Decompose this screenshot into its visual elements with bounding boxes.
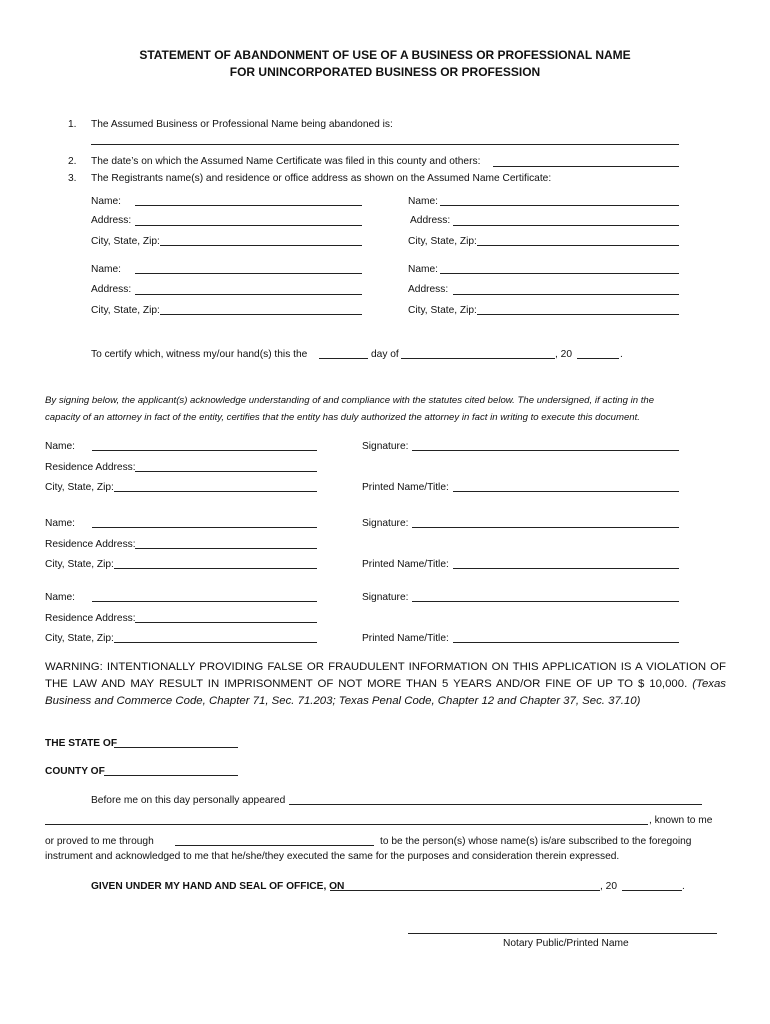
registrant-3-name-field[interactable] [135,273,362,274]
signer-2-signature-label: Signature: [362,518,409,529]
abandoned-name-field[interactable] [91,144,679,145]
registrant-2-address-field[interactable] [453,225,679,226]
signer-3-signature-label: Signature: [362,592,409,603]
signer-1-printed-label: Printed Name/Title: [362,482,449,493]
signer-3-residence-field[interactable] [135,622,317,623]
signer-1-name-field[interactable] [92,450,317,451]
signer-3-city-label: City, State, Zip: [45,633,114,644]
signer-2-name-label: Name: [45,518,76,529]
signer-3-residence-label: Residence Address: [45,613,136,624]
appeared-text: Before me on this day personally appeared [91,795,286,806]
registrant-1-city-field[interactable] [160,245,362,246]
item-3-text: The Registrants name(s) and residence or office address as shown on the Assumed Name Certificate: [91,173,552,184]
item-1-text: The Assumed Business or Professional Name being abandoned is: [91,119,393,130]
warning-text: WARNING: INTENTIONALLY PROVIDING FALSE OR FRAUDULENT INFORMATION ON THIS APPLICATION IS A VIOLATION OF THE LAW AND MAY RESULT IN IMPRISONMENT OF NOT MORE THAN 5 YEARS AND/OR FINE OF UP TO $ 10,000. [45,661,726,690]
registrant-2-city-label: City, State, Zip: [408,236,477,247]
signer-2-residence-field[interactable] [135,548,317,549]
item-3-number: 3. [68,173,77,184]
signer-1-city-field[interactable] [114,491,317,492]
registrant-2-address-label: Address: [410,215,451,226]
warning-citation: (Texas Business and Commerce Code, Chapter 71, Sec. 71.203; Texas Penal Code, Chapter 12 and Chapter 37, Sec. 37.10) [45,678,726,707]
state-field[interactable] [114,747,238,748]
signer-2-city-field[interactable] [114,568,317,569]
certify-day-field[interactable] [319,358,368,359]
registrant-1-name-label: Name: [91,196,122,207]
proof-method-field[interactable] [175,845,374,846]
proved-text: or proved to me through [45,836,154,847]
state-label: THE STATE OF [45,738,118,749]
acknowledgement-line-1: By signing below, the applicant(s) acknowledge understanding of and compliance with the statutes cited below. The undersigned, if acting in the [45,395,655,406]
certify-text-2: day of [371,349,399,360]
signer-2-printed-label: Printed Name/Title: [362,559,449,570]
registrant-1-address-field[interactable] [135,225,362,226]
signer-3-city-field[interactable] [114,642,317,643]
certify-year-field[interactable] [577,358,619,359]
proved-continuation: to be the person(s) whose name(s) is/are subscribed to the foregoing [380,836,692,847]
given-year-field[interactable] [622,890,682,891]
signer-1-residence-label: Residence Address: [45,462,136,473]
appeared-name-field-continued[interactable] [45,824,648,825]
given-date-field[interactable] [330,890,600,891]
signer-2-residence-label: Residence Address: [45,539,136,550]
certify-text-4: . [620,349,623,360]
registrant-2-name-label: Name: [408,196,439,207]
form-title-line-1: STATEMENT OF ABANDONMENT OF USE OF A BUSINESS OR PROFESSIONAL NAME [139,48,631,62]
registrant-4-address-label: Address: [408,284,449,295]
signer-3-signature-field[interactable] [412,601,679,602]
registrant-1-address-label: Address: [91,215,132,226]
signer-2-name-field[interactable] [92,527,317,528]
registrant-3-address-field[interactable] [135,294,362,295]
registrant-2-name-field[interactable] [440,205,679,206]
signer-3-name-label: Name: [45,592,76,603]
item-2-text: The date’s on which the Assumed Name Certificate was filed in this county and others: [91,156,481,167]
signer-1-city-label: City, State, Zip: [45,482,114,493]
given-end: . [682,881,685,892]
signer-1-printed-field[interactable] [453,491,679,492]
acknowledgement-line-2: capacity of an attorney in fact of the entity, certifies that the entity has duly authorized the attorney in fact in writing to execute this document. [45,412,640,423]
signer-3-printed-label: Printed Name/Title: [362,633,449,644]
given-text: GIVEN UNDER MY HAND AND SEAL OF OFFICE, ON [91,881,345,892]
registrant-4-name-label: Name: [408,264,439,275]
given-year-text: , 20 [600,881,617,892]
registrant-2-city-field[interactable] [477,245,679,246]
filing-dates-field[interactable] [493,166,679,167]
signer-2-printed-field[interactable] [453,568,679,569]
certify-month-field[interactable] [401,358,555,359]
signer-3-name-field[interactable] [92,601,317,602]
signer-1-residence-field[interactable] [135,471,317,472]
item-2-number: 2. [68,156,77,167]
warning-paragraph [45,659,726,710]
certify-text-1: To certify which, witness my/our hand(s) this the [91,349,308,360]
registrant-3-city-label: City, State, Zip: [91,305,160,316]
known-to-me-text: , known to me [649,815,713,826]
registrant-3-name-label: Name: [91,264,122,275]
proved-line-2: instrument and acknowledged to me that he/she/they executed the same for the purposes and consideration therein expressed. [45,851,620,862]
certify-text-3: , 20 [555,349,572,360]
registrant-4-city-label: City, State, Zip: [408,305,477,316]
signer-3-printed-field[interactable] [453,642,679,643]
signer-1-signature-field[interactable] [412,450,679,451]
notary-signature-field[interactable] [408,933,717,934]
registrant-4-address-field[interactable] [453,294,679,295]
county-field[interactable] [104,775,238,776]
signer-1-name-label: Name: [45,441,76,452]
signer-2-city-label: City, State, Zip: [45,559,114,570]
registrant-4-city-field[interactable] [477,314,679,315]
registrant-3-city-field[interactable] [160,314,362,315]
notary-label: Notary Public/Printed Name [503,938,629,949]
signer-2-signature-field[interactable] [412,527,679,528]
registrant-4-name-field[interactable] [440,273,679,274]
item-1-number: 1. [68,119,77,130]
form-title-line-2: FOR UNINCORPORATED BUSINESS OR PROFESSION [229,65,541,79]
signer-1-signature-label: Signature: [362,441,409,452]
registrant-3-address-label: Address: [91,284,132,295]
registrant-1-city-label: City, State, Zip: [91,236,160,247]
appeared-name-field[interactable] [289,804,702,805]
county-label: COUNTY OF [45,766,105,777]
registrant-1-name-field[interactable] [135,205,362,206]
